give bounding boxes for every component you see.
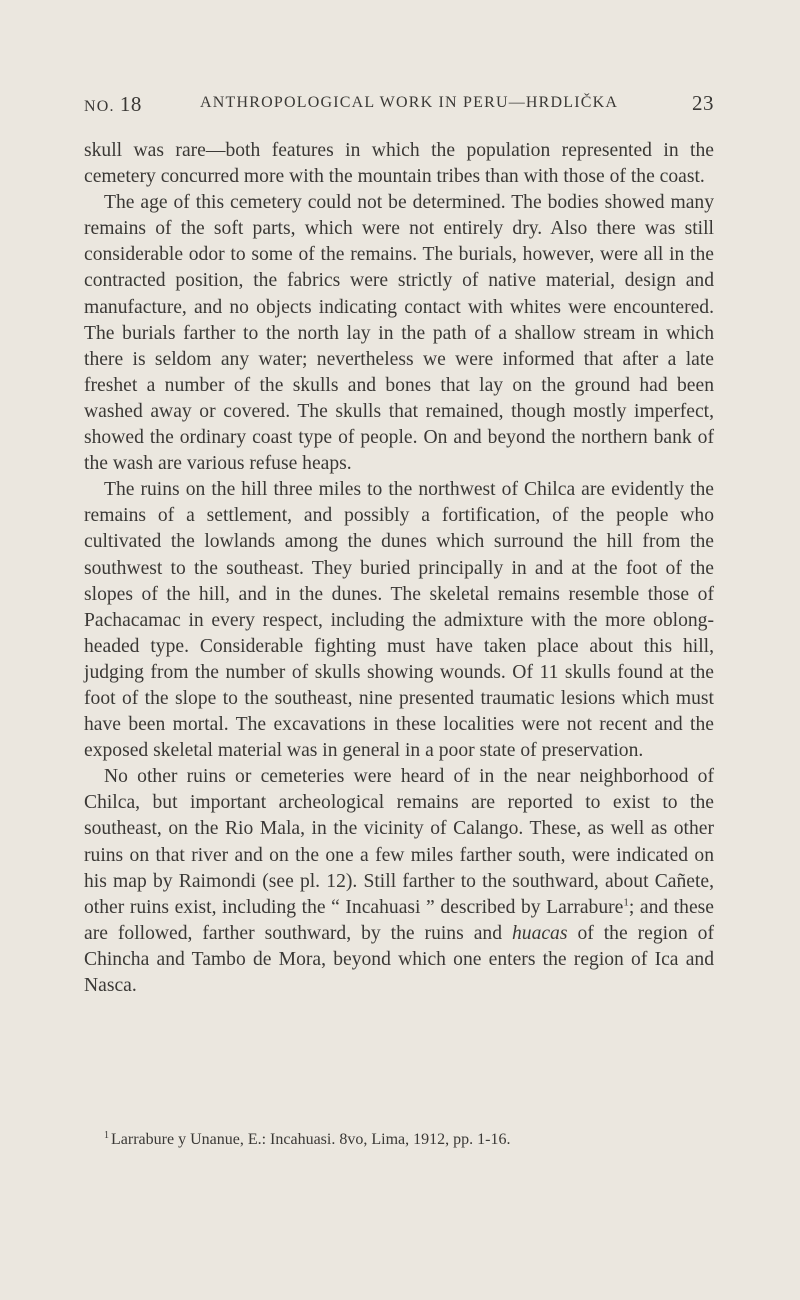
footnote — [104, 1130, 724, 1150]
paragraph-2: The age of this cemetery could not be determined. The bodies showed many remains of the soft parts, which were not entirely dry. Also there was still considerable odor to some of the remains. The burials, however, were all in the contracted position, the fabrics were strictly of native material, design and manufacture, and no objects indicating contact with whites were encountered. The burials farther to the north lay in the path of a shallow stream in which there is seldom any water; nevertheless we were informed that after a late freshet a number of the skulls and bones that lay on the ground had been washed away or covered. The skulls that remained, though mostly imperfect, showed the ordinary coast type of people. On and beyond the northern bank of the wash are various refuse heaps. — [84, 192, 714, 475]
paragraph-4: No other ruins or cemeteries were heard of in the near neighborhood of Chilca, but important archeological remains are reported to exist to the southeast, on the Rio Mala, in the vicinity of Calango. These, as well as other ruins on that river and on the one a few miles farther south, were indicated on his map by Raimondi (see pl. 12). Still farther to the southward, about Cañete, other ruins exist, including the “ Incahuasi ” described by Larrabure$^1$; and these are followed, farther southward, by the ruins and huacas of the region of Chincha and Tambo de Mora, beyond which one enters the region of Ica and Nasca. — [84, 766, 714, 996]
paragraph-3: The ruins on the hill three miles to the northwest of Chilca are evidently the remains of a settlement, and possibly a fortification, of the people who cultivated the lowlands among the dunes which surround the hill from the southwest to the southeast. They buried principally in and at the foot of the slopes of the hill, and in the dunes. The skeletal remains resemble those of Pachacamac in every respect, including the admixture with the more oblong-headed type. Considerable fighting must have taken place about this hill, judging from the number of skulls showing wounds. Of 11 skulls found at the foot of the slope to the southeast, nine presented traumatic lesions which must have been mortal. The excavations in these localities were not recent and the exposed skeletal material was in general in a poor state of preservation. — [84, 479, 714, 762]
italic-term: huacas — [511, 922, 568, 944]
paragraph-1: skull was rare—both features in which the population represented in the cemetery concurred more with the mountain tribes than with those of the coast. — [84, 140, 714, 188]
series-number-value: 18 — [119, 92, 142, 116]
series-prefix: NO. — [84, 98, 115, 115]
series-number — [84, 92, 142, 117]
running-header — [84, 92, 714, 118]
body-text — [84, 138, 714, 999]
footnote-marker: 1 — [623, 896, 629, 909]
page-number: 23 — [692, 91, 714, 115]
footnote-text: Larrabure y Unanue, E.: Incahuasi. 8vo, Lima, 1912, pp. 1-16. — [111, 1131, 511, 1148]
running-title: ANTHROPOLOGICAL WORK IN PERU—HRDLIČKA — [200, 94, 619, 111]
footnote-number: 1 — [104, 1129, 109, 1141]
